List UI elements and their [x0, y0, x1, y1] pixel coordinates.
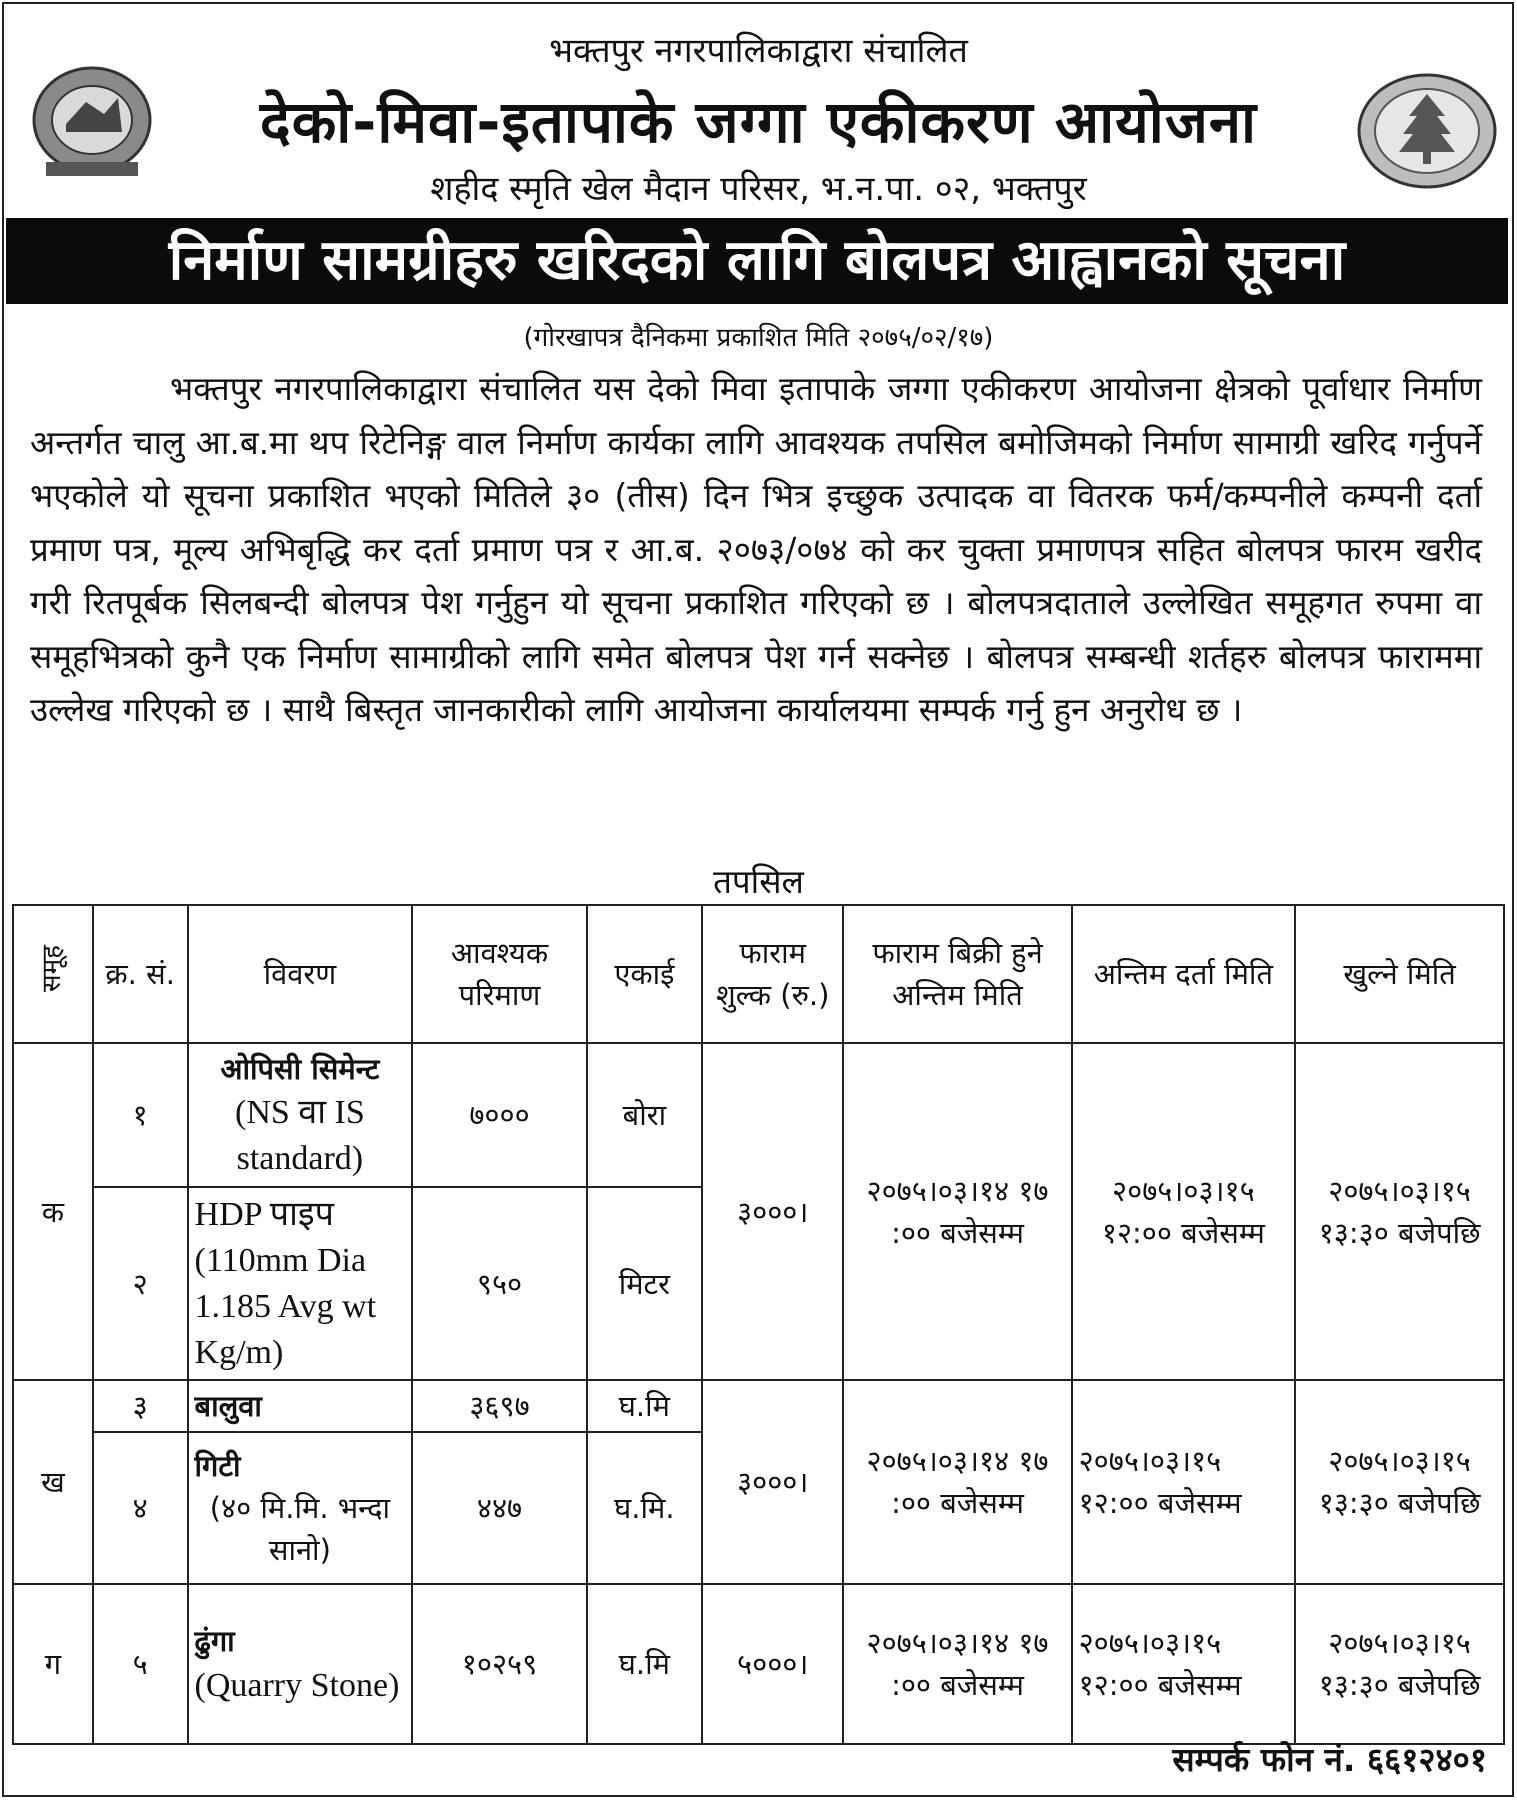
header-unit: एकाई — [587, 905, 702, 1043]
header-group: समूह — [13, 905, 93, 1043]
contact-phone: सम्पर्क फोन नं. ६६१२४०१ — [1172, 1740, 1487, 1779]
table-row — [13, 1380, 1504, 1432]
serial-cell: ५ — [93, 1584, 188, 1744]
serial-cell: ४ — [93, 1432, 188, 1584]
materials-table — [12, 904, 1505, 1745]
quantity-cell: १०२५९ — [412, 1584, 587, 1744]
description-cell — [188, 1584, 413, 1744]
unit-cell: बोरा — [587, 1043, 702, 1187]
registration-deadline-cell: २०७५।०३।१५ १२:०० बजेसम्म — [1072, 1043, 1296, 1380]
description-cell — [188, 1380, 413, 1432]
table-header-row — [13, 905, 1504, 1043]
form-sale-deadline-cell: २०७५।०३।१४ १७ :०० बजेसम्म — [843, 1380, 1071, 1584]
quantity-cell: ३६९७ — [412, 1380, 587, 1432]
item-detail: HDP पाइप (110mm Dia 1.185 Avg wt Kg/m) — [194, 1195, 377, 1371]
item-detail: (NS वा IS standard) — [235, 1094, 365, 1177]
opening-date-cell: २०७५।०३।१५ १३:३० बजेपछि — [1295, 1380, 1504, 1584]
notice-body-paragraph: भक्तपुर नगरपालिकाद्वारा संचालित यस देको मिवा इतापाके जग्गा एकीकरण आयोजना क्षेत्रको पूर्वाधार निर्माण अन्तर्गत चालु आ.ब.मा थप रिटेनिङ्ग वाल निर्माण कार्यका लागि आवश्यक तपसिल बमोजिमको निर्माण सामाग्री खरिद गर्नुपर्ने भएकोले यो सूचना प्रकाशित भएको मितिले ३० (तीस) दिन भित्र इच्छुक उत्पादक वा वितरक फर्म/कम्पनीले कम्पनी दर्ता प्रमाण पत्र, मूल्य अभिबृद्धि कर दर्ता प्रमाण पत्र र आ.ब. २०७३/०७४ को कर चुक्ता प्रमाणपत्र सहित बोलपत्र फारम खरीद गरी रितपूर्बक सिलबन्दी बोलपत्र पेश गर्नुहुन यो सूचना प्रकाशित गरिएको छ । बोलपत्रदाताले उल्लेखित समूहगत रुपमा वा समूहभित्रको कुनै एक निर्माण सामाग्रीको लागि समेत बोलपत्र पेश गर्न सक्नेछ । बोलपत्र सम्बन्धी शर्तहरु बोलपत्र फाराममा उल्लेख गरिएको छ । साथै बिस्तृत जानकारीको लागि आयोजना कार्यालयमा सम्पर्क गर्नु हुन अनुरोध छ । — [30, 369, 1482, 729]
quantity-cell: ४४७ — [412, 1432, 587, 1584]
description-cell — [188, 1187, 413, 1381]
unit-cell: मिटर — [587, 1187, 702, 1381]
item-detail: (Quarry Stone) — [194, 1666, 400, 1704]
project-title: देको-मिवा-इतापाके जग्गा एकीकरण आयोजना — [259, 88, 1258, 156]
item-title: बालुवा — [194, 1389, 262, 1424]
unit-cell: घ.मि. — [587, 1432, 702, 1584]
header-opening-date: खुल्ने मिति — [1295, 905, 1504, 1043]
serial-cell: २ — [93, 1187, 188, 1381]
notice-header — [0, 0, 1517, 212]
registration-deadline-cell: २०७५।०३।१५ १२:०० बजेसम्म — [1072, 1380, 1296, 1584]
item-title: गिटी — [194, 1449, 241, 1484]
item-title: ओपिसी सिमेन्ट — [220, 1052, 380, 1086]
schedule-title: तपसिल — [713, 862, 804, 901]
header-quantity: आवश्यक परिमाण — [412, 905, 587, 1043]
opening-date-cell: २०७५।०३।१५ १३:३० बजेपछि — [1295, 1584, 1504, 1744]
description-cell — [188, 1432, 413, 1584]
unit-cell: घ.मि — [587, 1584, 702, 1744]
registration-deadline-cell: २०७५।०३।१५ १२:०० बजेसम्म — [1072, 1584, 1296, 1744]
group-label: क — [13, 1043, 93, 1380]
unit-cell: घ.मि — [587, 1380, 702, 1432]
group-label: ग — [13, 1584, 93, 1744]
header-description: विवरण — [188, 905, 413, 1043]
serial-cell: ३ — [93, 1380, 188, 1432]
form-sale-deadline-cell: २०७५।०३।१४ १७ :०० बजेसम्म — [843, 1584, 1071, 1744]
form-fee-cell: ३०००। — [702, 1043, 843, 1380]
group-label: ख — [13, 1380, 93, 1584]
header-form-sale-deadline: फाराम बिक्री हुने अन्तिम मिति — [843, 905, 1071, 1043]
form-fee-cell: ३०००। — [702, 1380, 843, 1584]
form-sale-deadline-cell: २०७५।०३।१४ १७ :०० बजेसम्म — [843, 1043, 1071, 1380]
opening-date-cell: २०७५।०३।१५ १३:३० बजेपछि — [1295, 1043, 1504, 1380]
project-address: शहीद स्मृति खेल मैदान परिसर, भ.न.पा. ०२, भक्तपुर — [430, 169, 1087, 209]
serial-cell: १ — [93, 1043, 188, 1187]
form-fee-cell: ५०००। — [702, 1584, 843, 1744]
operated-by-line: भक्तपुर नगरपालिकाद्वारा संचालित — [549, 31, 968, 71]
header-serial: क्र. सं. — [93, 905, 188, 1043]
quantity-cell: ७००० — [412, 1043, 587, 1187]
item-detail: (४० मि.मि. भन्दा सानो) — [209, 1491, 391, 1568]
published-note: (गोरखापत्र दैनिकमा प्रकाशित मिति २०७५/०२/१७) — [523, 323, 994, 353]
quantity-cell: ९५० — [412, 1187, 587, 1381]
header-form-fee: फाराम शुल्क (रु.) — [702, 905, 843, 1043]
description-cell — [188, 1043, 413, 1187]
header-registration-deadline: अन्तिम दर्ता मिति — [1072, 905, 1296, 1043]
notice-title-banner: निर्माण सामग्रीहरु खरिदको लागि बोलपत्र आह्वानको सूचना — [6, 218, 1508, 304]
item-title: ढुंगा — [194, 1624, 235, 1659]
table-row — [13, 1043, 1504, 1187]
table-row — [13, 1584, 1504, 1744]
